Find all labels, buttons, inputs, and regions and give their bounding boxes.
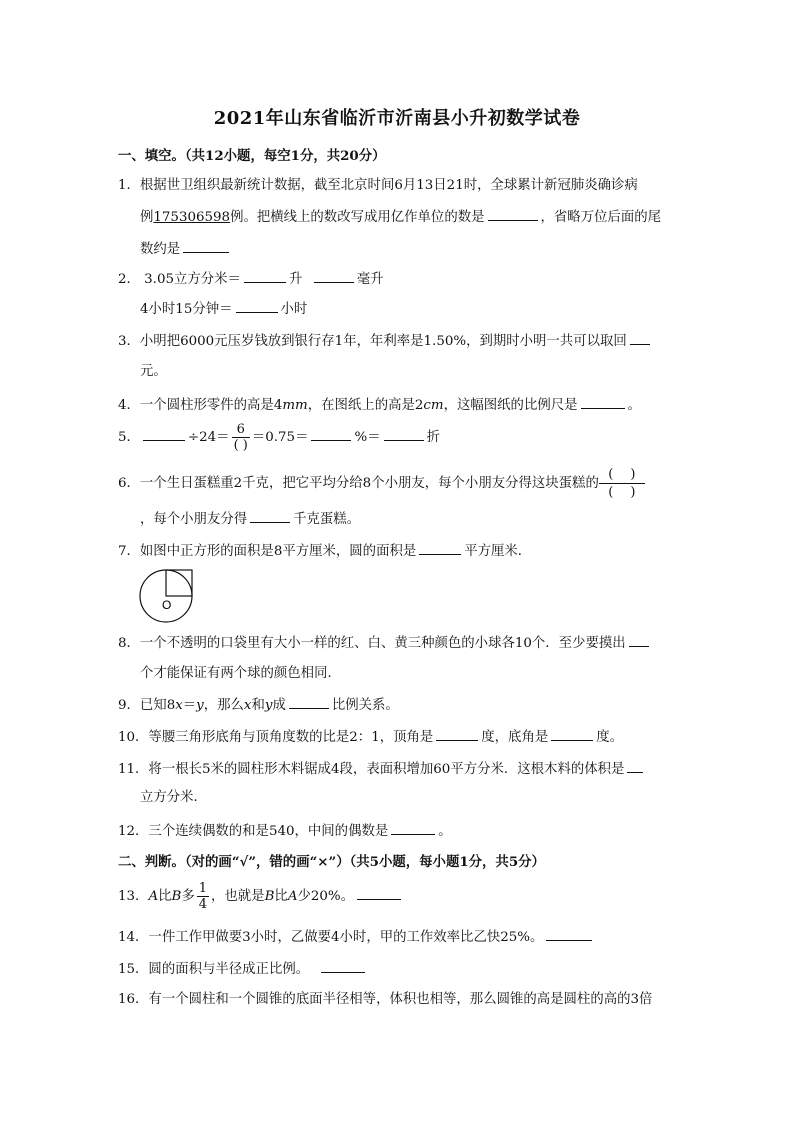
q15-text: 15．圆的面积与半径成正比例。 <box>118 962 310 977</box>
q5-text: ÷24＝ <box>187 430 230 445</box>
answer-blank[interactable] <box>321 958 365 973</box>
question-12 <box>118 820 452 842</box>
section-2-heading: 二、判断。（对的画“√”，错的画“×”）（共5小题，每小题1分，共5分） <box>118 854 545 870</box>
var-b: B <box>171 889 182 904</box>
q6-fraction <box>599 466 645 501</box>
q13-text: ，也就是 <box>211 889 265 904</box>
question-11-line-2: 立方分米． <box>140 790 207 805</box>
q5-text: ＝0.75＝ <box>251 430 309 445</box>
q13-text: 多 <box>181 889 195 904</box>
var-a: A <box>287 889 298 904</box>
q9-text: ＝ <box>182 698 197 713</box>
answer-blank[interactable] <box>488 206 538 221</box>
answer-blank[interactable] <box>436 726 478 741</box>
q6-text: ，每个小朋友分得 <box>140 512 248 527</box>
q6-text: 千克蛋糕。 <box>293 512 361 527</box>
answer-blank[interactable] <box>357 885 401 900</box>
question-16: 16．有一个圆柱和一个圆锥的底面半径相等，体积也相等，那么圆锥的高是圆柱的高的3倍 <box>118 992 653 1007</box>
question-1-line-2 <box>140 206 661 228</box>
q2-text: 4小时15分钟＝ <box>140 302 233 317</box>
q10-text: 度，底角是 <box>481 730 549 745</box>
fraction-denominator: 4 <box>198 897 208 912</box>
q10-text: 10．等腰三角形底角与顶角度数的比是2：1，顶角是 <box>118 730 434 745</box>
q2-unit: 升 <box>288 272 303 287</box>
q11-text: 11．将一根长5米的圆柱形木料锯成4段，表面积增加60平方分米．这根木料的体积是 <box>118 762 625 777</box>
answer-blank[interactable] <box>384 426 424 441</box>
question-2-line-2 <box>140 298 307 320</box>
q13-fraction <box>197 881 209 912</box>
answer-blank[interactable] <box>551 726 593 741</box>
question-2-line-1 <box>118 268 384 290</box>
q1-underlined-number: 175306598 <box>153 210 231 225</box>
q4-text: 。 <box>627 398 641 413</box>
circle-square-figure <box>136 566 200 626</box>
q9-text: 和 <box>251 698 265 713</box>
q13-text: 比 <box>274 889 288 904</box>
answer-blank[interactable] <box>629 632 649 647</box>
answer-blank[interactable] <box>311 426 351 441</box>
q8-text: 8．一个不透明的口袋里有大小一样的红、白、黄三种颜色的小球各10个．至少要摸出 <box>118 636 626 651</box>
q12-text: 。 <box>438 824 452 839</box>
question-14 <box>118 926 595 948</box>
var-x: x <box>243 698 252 713</box>
var-a: A <box>148 889 159 904</box>
q7-text: 7．如图中正方形的面积是8平方厘米，圆的面积是 <box>118 544 417 559</box>
q12-text: 12．三个连续偶数的和是540，中间的偶数是 <box>118 824 389 839</box>
question-15 <box>118 958 368 980</box>
q4-text: ，这幅图纸的比例尺是 <box>443 398 578 413</box>
question-3-line-2: 元。 <box>140 364 167 379</box>
q4-text: ，在图纸上的高是2 <box>307 398 424 413</box>
question-11-line-1 <box>118 758 646 780</box>
q13-text: 13． <box>118 889 149 904</box>
page-title: 2021年山东省临沂市沂南县小升初数学试卷 <box>213 108 581 129</box>
section-1-heading: 一、填空。（共12小题，每空1分，共20分） <box>118 148 386 164</box>
var-b: B <box>264 889 275 904</box>
fraction-numerator: ( ) <box>599 466 645 484</box>
q9-text: 成 <box>272 698 286 713</box>
question-8-line-1 <box>118 632 652 654</box>
question-6-line-2 <box>140 508 360 530</box>
var-y: y <box>264 698 273 713</box>
q10-text: 度。 <box>596 730 624 745</box>
answer-blank[interactable] <box>143 426 185 441</box>
q4-unit: mm <box>282 398 308 413</box>
answer-blank[interactable] <box>314 268 354 283</box>
q5-text: 5． <box>118 430 140 445</box>
q9-text: 比例关系。 <box>331 698 399 713</box>
question-1-line-3 <box>140 238 232 260</box>
q6-text: 6．一个生日蛋糕重2千克，把它平均分给8个小朋友，每个小朋友分得这块蛋糕的 <box>118 476 599 491</box>
answer-blank[interactable] <box>391 820 435 835</box>
question-3-line-1 <box>118 330 653 352</box>
q9-text: 9．已知8 <box>118 698 176 713</box>
fraction-denominator: ( ) <box>608 485 636 500</box>
q4-text: 4．一个圆柱形零件的高是4 <box>118 398 283 413</box>
answer-blank[interactable] <box>250 508 290 523</box>
q9-text: ，那么 <box>203 698 244 713</box>
question-8-line-2: 个才能保证有两个球的颜色相同． <box>140 666 341 681</box>
fraction-numerator: 6 <box>232 422 250 438</box>
question-4 <box>118 394 641 416</box>
q2-text: 2． 3.05立方分米＝ <box>118 272 241 287</box>
answer-blank[interactable] <box>419 540 461 555</box>
q13-text: 比 <box>158 889 172 904</box>
answer-blank[interactable] <box>630 330 650 345</box>
answer-blank[interactable] <box>236 298 278 313</box>
question-1-line-1: 1．根据世卫组织最新统计数据，截至北京时间6月13日21时，全球累计新冠肺炎确诊病 <box>118 178 638 193</box>
question-10 <box>118 726 623 748</box>
fraction-denominator: ( ) <box>233 438 248 453</box>
question-13 <box>118 880 404 914</box>
q1-text: 例 <box>140 210 154 225</box>
var-x: x <box>175 698 183 713</box>
center-label-o: O <box>162 598 172 612</box>
q7-text: 平方厘米． <box>464 544 532 559</box>
q5-fraction <box>232 422 250 453</box>
q4-unit: cm <box>423 398 444 413</box>
q2-unit: 毫升 <box>356 272 384 287</box>
answer-blank[interactable] <box>546 926 592 941</box>
question-9 <box>118 694 399 716</box>
q1-text: ，省略万位后面的尾 <box>540 210 662 225</box>
q5-text: %＝ <box>354 430 381 445</box>
answer-blank[interactable] <box>289 694 329 709</box>
q1-text: 数约是 <box>140 242 181 257</box>
question-7 <box>118 540 531 562</box>
q1-text: 例。把横线上的数改写成用亿作单位的数是 <box>230 210 485 225</box>
var-y: y <box>196 698 204 713</box>
question-5 <box>118 422 440 454</box>
q14-text: 14．一件工作甲做要3小时，乙做要4小时，甲的工作效率比乙快25%。 <box>118 930 544 945</box>
fraction-numerator: 1 <box>198 881 208 896</box>
q5-text: 折 <box>426 430 440 445</box>
question-6-line-1 <box>118 466 645 501</box>
q2-unit: 小时 <box>280 302 308 317</box>
answer-blank[interactable] <box>627 758 643 773</box>
answer-blank[interactable] <box>183 238 229 253</box>
answer-blank[interactable] <box>244 268 286 283</box>
answer-blank[interactable] <box>581 394 625 409</box>
q3-text: 3．小明把6000元压岁钱放到银行存1年，年利率是1.50%，到期时小明一共可以取回 <box>118 334 627 349</box>
q13-text: 少20%。 <box>297 889 355 904</box>
